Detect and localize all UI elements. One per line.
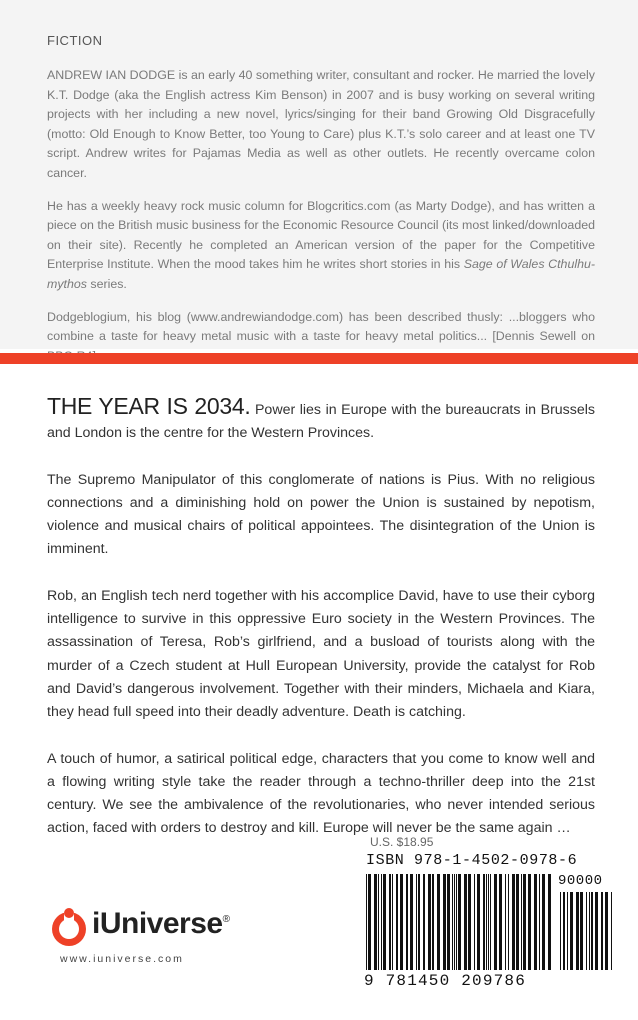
publisher-logo	[50, 905, 250, 975]
barcode-bar	[490, 874, 491, 970]
ean-digits: 9 781450 209786	[364, 972, 527, 990]
barcode-bar	[560, 892, 561, 970]
barcode-bar	[368, 874, 371, 970]
barcode-bar	[521, 874, 522, 970]
barcode-bar	[486, 874, 487, 970]
barcode-bar	[499, 874, 502, 970]
barcode-bar	[423, 874, 425, 970]
barcode-bar	[477, 874, 480, 970]
barcode-bar	[443, 874, 446, 970]
barcode-bar	[542, 874, 545, 970]
barcode-bar	[539, 874, 540, 970]
red-divider	[0, 353, 638, 364]
barcode-bar	[591, 892, 593, 970]
barcode-bar	[576, 892, 579, 970]
barcode-bar	[505, 874, 506, 970]
barcode-bar	[595, 892, 598, 970]
barcode-bar	[464, 874, 467, 970]
barcode-bar	[534, 874, 537, 970]
addon-bars	[560, 892, 612, 970]
bio-paragraph-2	[47, 197, 595, 295]
barcode-bar	[589, 892, 590, 970]
genre-label: FICTION	[47, 33, 103, 48]
ean-bars	[366, 874, 551, 970]
iuniverse-logo-icon	[50, 905, 90, 951]
author-bio	[47, 66, 595, 379]
barcode-bar	[516, 874, 519, 970]
barcode-bar	[452, 874, 453, 970]
barcode-bar	[392, 874, 393, 970]
barcode-bar	[474, 874, 475, 970]
publisher-name	[92, 907, 229, 941]
barcode-bar	[508, 874, 509, 970]
blurb-paragraph-4: A touch of humor, a satirical political edge, characters that you come to know well and a flowing writing style take the reader through a techno-thriller deep into the 21st century. We see the ambivalence of the revolutionaries, who never intended serious action, faced with orders to destroy and kill. Europe will never be the same again …	[47, 750, 595, 837]
bio-series-title: Sage of Wales Cthulhu-mythos	[47, 257, 596, 291]
barcode-bar	[447, 874, 450, 970]
barcode-bar	[601, 892, 603, 970]
barcode-bar	[383, 874, 386, 970]
barcode-bar	[611, 892, 612, 970]
barcode-bar	[366, 874, 367, 970]
barcode-bar	[483, 874, 485, 970]
isbn-barcode	[362, 852, 618, 992]
barcode-bar	[406, 874, 408, 970]
barcode-bar	[428, 874, 431, 970]
barcode-bar	[416, 874, 417, 970]
barcode-bar	[378, 874, 379, 970]
barcode-bar	[400, 874, 403, 970]
blurb-paragraph-3: Rob, an English tech nerd together with his accomplice David, have to use their cyborg intelligence to survive in this oppressive Euro society in the Western Provinces. The assassination of Teresa, Rob’s girlfriend, and a busload of tourists along with the murder of a Czech student at Hull European University, provide the catalyst for Rob and David’s dangerous involvement. Together with their minders, Michaela and Kiara, they head full speed into their deadly adventure. Death is catching.	[47, 587, 595, 721]
barcode-bar	[586, 892, 587, 970]
barcode-bar	[605, 892, 608, 970]
blurb-paragraph-1	[47, 395, 595, 446]
bio-paragraph-2-text: He has a weekly heavy rock music column for Blogcritics.com (as Marty Dodge), and has written a piece on the British music business for the Economic Resource Council (its most linked/downloaded on their site). Recently he completed an American version of the paper for the Competitive Enterprise Institute. When the mood takes him he writes short stories in his	[47, 198, 595, 272]
barcode-bar	[548, 874, 551, 970]
bio-paragraph-2-end: series.	[86, 276, 127, 291]
barcode-bar	[580, 892, 583, 970]
barcode-bar	[528, 874, 531, 970]
barcode-bar	[523, 874, 526, 970]
barcode-bar	[437, 874, 440, 970]
bio-paragraph-1: ANDREW IAN DODGE is an early 40 something writer, consultant and rocker. He married the lovely K.T. Dodge (aka the English actress Kim Benson) in 2007 and is busy working on several writing projects with her including a new novel, lyrics/singing for their band Growing Old Disgracefully (motto: Old Enough to Know Better, too Young to Care) plus K.T.’s solo career and at least one TV script. Andrew writes for Pajamas Media as well as other outlets. He recently overcame colon cancer.	[47, 68, 595, 180]
publisher-name-text: iUniverse	[92, 907, 223, 940]
blurb-lead-headline: THE YEAR IS 2034.	[47, 393, 251, 419]
barcode-bar	[563, 892, 565, 970]
barcode-bar	[454, 874, 455, 970]
blurb-paragraph-1-text: Power lies in Europe with the bureaucrats in Brussels and London is the centre for the Western Provinces.	[47, 402, 596, 442]
barcode-bar	[458, 874, 461, 970]
barcode-bar	[410, 874, 413, 970]
barcode-bar	[488, 874, 489, 970]
registered-mark: ®	[222, 914, 230, 925]
barcode-bar	[456, 874, 457, 970]
addon-digits: 90000	[558, 873, 603, 889]
publisher-url: www.iuniverse.com	[60, 953, 184, 965]
barcode-bar	[512, 874, 515, 970]
bio-paragraph-3: Dodgeblogium, his blog (www.andrewiandodge.com) has been described thusly: ...bloggers who combine a taste for heavy metal music with a taste for heavy metal politics... [Dennis Sewell on	[47, 309, 595, 344]
barcode-bar	[418, 874, 420, 970]
barcode-bar	[468, 874, 471, 970]
blurb-paragraph-2: The Supremo Manipulator of this conglomerate of nations is Pius. With no religious connections and a diminishing hold on power the Union is sustained by nepotism, violence and musical chairs of political appointees. The disintegration of the Union is imminent.	[47, 471, 595, 558]
barcode-bar	[396, 874, 398, 970]
barcode-bar	[494, 874, 497, 970]
barcode-bar	[389, 874, 391, 970]
barcode-bar	[570, 892, 573, 970]
isbn-label: ISBN 978-1-4502-0978-6	[366, 852, 578, 869]
barcode-bar	[432, 874, 434, 970]
barcode-bar	[567, 892, 568, 970]
barcode-bar	[374, 874, 377, 970]
barcode-bar	[381, 874, 382, 970]
book-blurb	[47, 395, 595, 864]
price-label: U.S. $18.95	[370, 835, 434, 849]
